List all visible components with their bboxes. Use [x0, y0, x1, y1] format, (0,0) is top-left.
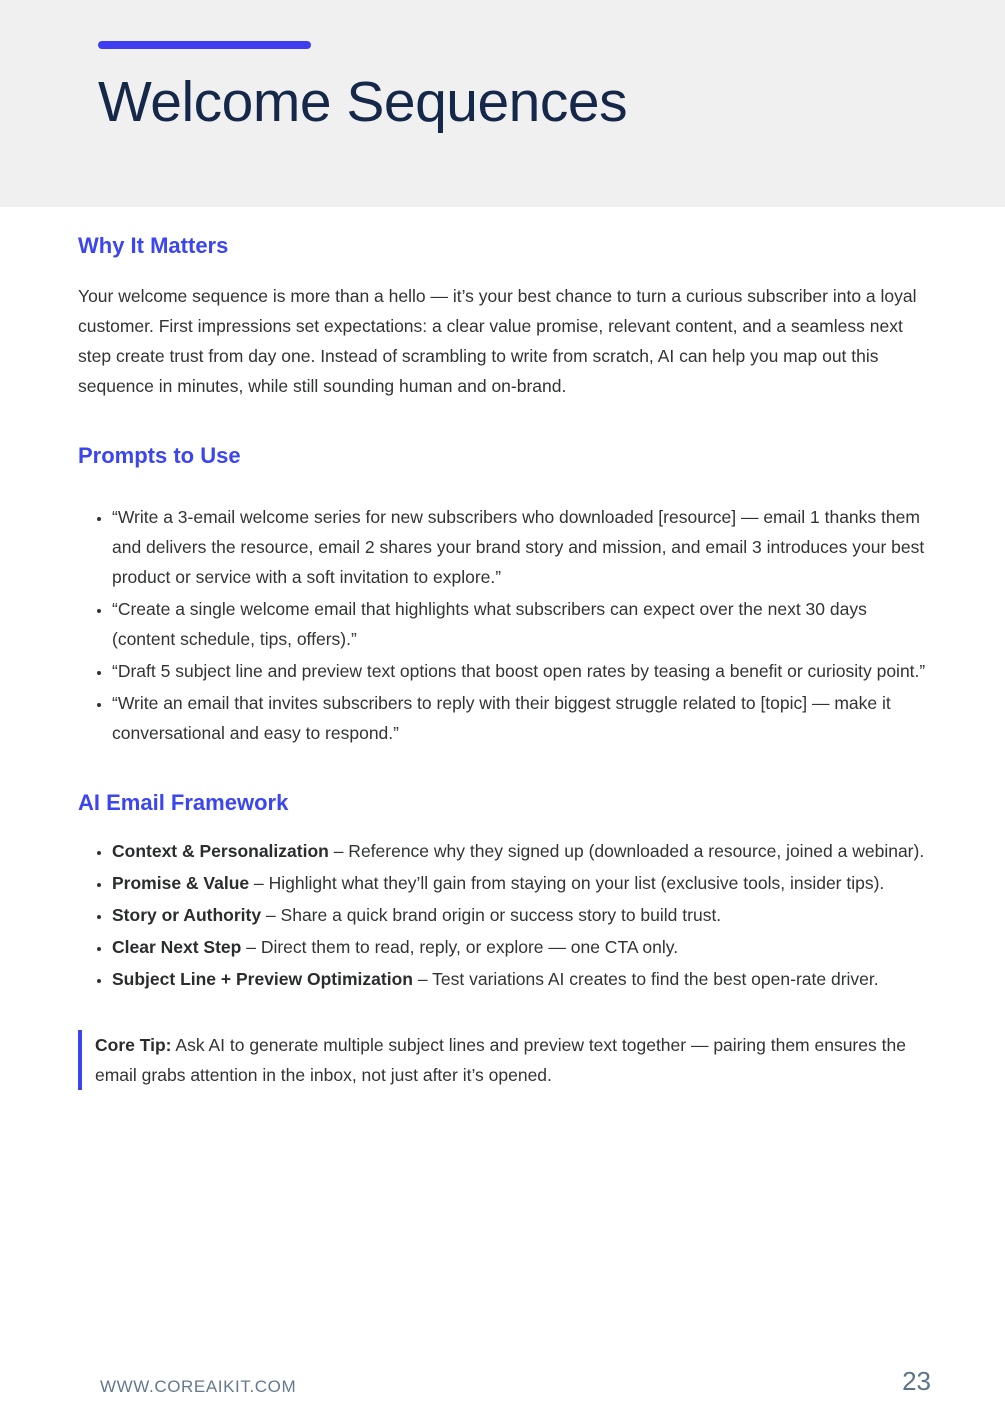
why-it-matters-paragraph: Your welcome sequence is more than a hello — it’s your best chance to turn a curious subscriber into a loyal customer. First impressions set expectations: a clear value promise, relevant content, and a seamless next step create trust from day one. Instead of scrambling to write from scratch, AI can help you map out this sequence in minutes, while still sounding human and on-brand. — [78, 286, 917, 396]
framework-term: Promise & Value — [112, 873, 250, 893]
section-heading-ai-email-framework: AI Email Framework — [78, 790, 289, 815]
list-item: • “Draft 5 subject line and preview text options that boost open rates by teasing a benefit or curiosity point.” — [112, 656, 930, 686]
core-tip-text: Ask AI to generate multiple subject lines and preview text together — pairing them ensures the email grabs attention in the inbox, not just after it’s opened. — [95, 1035, 906, 1085]
core-tip-callout — [78, 1030, 930, 1090]
accent-bar — [98, 41, 311, 49]
framework-term: Subject Line + Preview Optimization — [112, 969, 413, 989]
page-footer — [0, 1366, 1005, 1421]
section-heading-why-it-matters: Why It Matters — [78, 233, 229, 258]
list-item — [112, 868, 930, 898]
framework-term: Story or Authority — [112, 905, 262, 925]
list-item: • “Write an email that invites subscribers to reply with their biggest struggle related to [topic] — make it conversational and easy to respond.” — [112, 688, 930, 748]
list-item: • “Create a single welcome email that highlights what subscribers can expect over the next 30 days (content schedule, tips, offers).” — [112, 594, 930, 654]
framework-description: – Share a quick brand origin or success story to build trust. — [261, 905, 722, 925]
framework-description: – Reference why they signed up (downloaded a resource, joined a webinar). — [328, 841, 925, 861]
list-item — [112, 900, 930, 930]
list-item: • “Write a 3-email welcome series for new subscribers who downloaded [resource] — email 1 thanks them and delivers the resource, email 2 shares your brand story and mission, and email 3 introduces your best product or service with a soft invitation to explore.” — [112, 502, 930, 592]
list-item — [112, 836, 930, 866]
page-header — [0, 0, 1005, 207]
framework-list — [78, 836, 930, 994]
framework-term: Context & Personalization — [112, 841, 329, 861]
framework-description: – Direct them to read, reply, or explore — one CTA only. — [241, 937, 679, 957]
footer-page-number: 23 — [902, 1366, 931, 1396]
list-item — [112, 932, 930, 962]
framework-term: Clear Next Step — [112, 937, 242, 957]
prompts-list — [78, 502, 930, 748]
framework-description: – Test variations AI creates to find the best open-rate driver. — [412, 969, 879, 989]
page-content — [0, 207, 1005, 1090]
framework-description: – Highlight what they’ll gain from staying on your list (exclusive tools, insider tips). — [249, 873, 885, 893]
section-heading-prompts-to-use: Prompts to Use — [78, 443, 241, 468]
page-title: Welcome Sequences — [98, 70, 628, 134]
footer-website: WWW.COREAIKIT.COM — [100, 1377, 297, 1396]
core-tip-label: Core Tip: — [95, 1035, 172, 1055]
list-item — [112, 964, 930, 994]
